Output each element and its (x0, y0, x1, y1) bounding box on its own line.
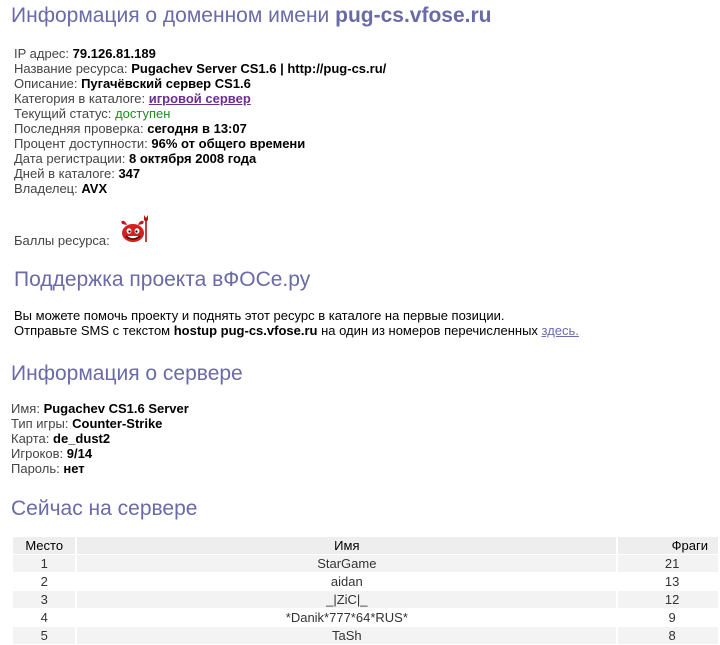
server-field-value: Pugachev CS1.6 Server (43, 401, 189, 416)
info-label: Описание: (14, 76, 78, 91)
devil-icon (118, 212, 154, 244)
server-field-value: de_dust2 (53, 431, 111, 446)
info-value: сегодня в 13:07 (147, 121, 247, 136)
col-name-header: Имя (77, 537, 616, 554)
server-field-row (11, 431, 110, 446)
info-row (14, 91, 251, 106)
server-field-label: Карта: (11, 431, 50, 446)
title-prefix: Информация о доменном имени (11, 4, 336, 27)
player-place: 4 (13, 609, 75, 626)
server-field-label: Тип игры: (11, 416, 69, 431)
server-field-row (11, 446, 92, 461)
server-field-label: Имя: (11, 401, 40, 416)
player-frags: 9 (618, 609, 718, 626)
support-title: Поддержка проекта вФОСе.ру (14, 268, 311, 291)
col-place-header: Место (13, 537, 75, 554)
server-field-row (11, 401, 189, 416)
info-label: Дата регистрации: (14, 151, 126, 166)
player-frags: 12 (618, 591, 718, 608)
player-place: 5 (13, 627, 75, 644)
info-label: Категория в каталоге: (14, 91, 146, 106)
info-value: 96% от общего времени (151, 136, 306, 151)
player-name: StarGame (77, 555, 616, 572)
info-row (14, 121, 247, 136)
info-row (14, 181, 107, 196)
score-label: Баллы ресурса: (14, 233, 110, 248)
status-value: доступен (115, 106, 171, 121)
info-value: 79.126.81.189 (72, 46, 156, 61)
info-label: Дней в каталоге: (14, 166, 115, 181)
player-place: 2 (13, 573, 75, 590)
server-field-value: нет (63, 461, 85, 476)
col-frags-header: Фраги (618, 537, 718, 554)
table-row (13, 591, 718, 608)
info-value: 8 октября 2008 года (128, 151, 257, 166)
domain-name: pug-cs.vfose.ru (335, 4, 492, 27)
info-label: Последняя проверка: (14, 121, 144, 136)
info-label: IP адрес: (14, 46, 70, 61)
info-value: AVX (81, 181, 108, 196)
table-row (13, 609, 718, 626)
info-row (14, 166, 140, 181)
support-line1: Вы можете помочь проекту и поднять этот ресурс в каталоге на первые позиции. (14, 308, 505, 323)
info-row (14, 106, 170, 121)
info-row (14, 61, 386, 76)
player-frags: 13 (618, 573, 718, 590)
player-place: 3 (13, 591, 75, 608)
info-row (14, 46, 156, 61)
table-row (13, 555, 718, 572)
support-line2-prefix: Отправьте SMS с текстом (14, 323, 174, 338)
players-table (11, 536, 720, 645)
table-row (13, 573, 718, 590)
info-value: 347 (118, 166, 141, 181)
info-value: Пугачёвский сервер CS1.6 (81, 76, 251, 91)
score-row (14, 233, 110, 248)
support-line2-middle: на один из номеров перечисленных (317, 323, 542, 338)
table-row (13, 627, 718, 644)
support-line2 (14, 323, 579, 338)
player-frags: 21 (618, 555, 718, 572)
server-info-title: Информация о сервере (11, 362, 243, 385)
server-field-value: 9/14 (66, 446, 93, 461)
info-row (14, 76, 251, 91)
info-row (14, 136, 305, 151)
server-field-row (11, 461, 85, 476)
info-label: Текущий статус: (14, 106, 112, 121)
player-name: *Danik*777*64*RUS* (77, 609, 616, 626)
now-on-server-title: Сейчас на сервере (11, 497, 198, 520)
players-table-header (13, 537, 718, 554)
player-name: aidan (77, 573, 616, 590)
server-field-label: Игроков: (11, 446, 64, 461)
player-name: _|ZiC|_ (77, 591, 616, 608)
sms-text: hostup pug-cs.vfose.ru (173, 323, 318, 338)
info-label: Процент доступности: (14, 136, 148, 151)
server-field-label: Пароль: (11, 461, 60, 476)
server-field-value: Counter-Strike (72, 416, 163, 431)
info-label: Название ресурса: (14, 61, 128, 76)
page-title (11, 4, 492, 28)
player-name: TaSh (77, 627, 616, 644)
player-frags: 8 (618, 627, 718, 644)
player-place: 1 (13, 555, 75, 572)
info-row (14, 151, 256, 166)
info-value: Pugachev Server CS1.6 | http://pug-cs.ru/ (131, 61, 387, 76)
info-label: Владелец: (14, 181, 78, 196)
sms-numbers-link[interactable]: здесь. (541, 323, 579, 338)
server-field-row (11, 416, 162, 431)
category-link[interactable]: игровой сервер (148, 91, 251, 106)
